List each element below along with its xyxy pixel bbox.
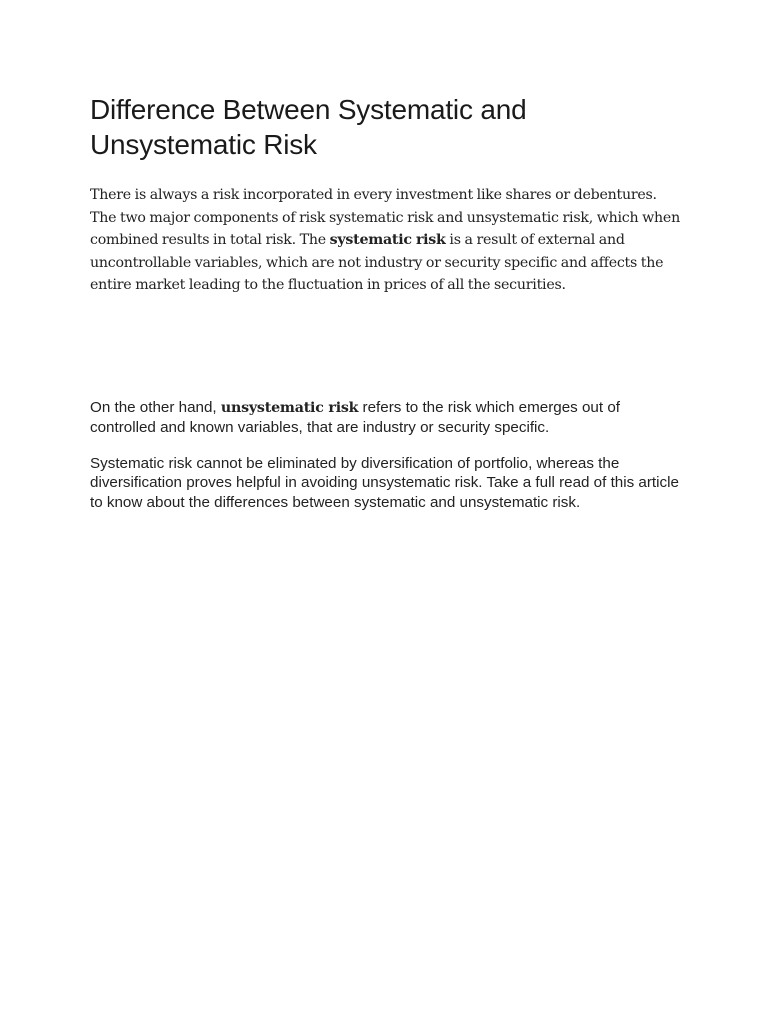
second-text-before: On the other hand, bbox=[90, 398, 221, 416]
diversification-paragraph: Systematic risk cannot be eliminated by diversification of portfolio, whereas the diversification proves helpful in avoiding unsystematic risk. Take a full read of this article to know about the differences between systematic and unsystematic risk. bbox=[90, 454, 679, 511]
intro-text-before: There is always a risk incorporated in every investment like shares or debentures. The two major components of risk systematic risk and unsystematic risk, which when combined results in total risk. The bbox=[90, 187, 680, 248]
article bbox=[90, 92, 680, 512]
intro-paragraph bbox=[90, 184, 680, 297]
systematic-risk-term: systematic risk bbox=[329, 232, 446, 248]
unsystematic-risk-term: unsystematic risk bbox=[220, 399, 359, 416]
article-title: Difference Between Systematic and Unsystematic Risk bbox=[90, 94, 527, 160]
intro-text-after: is a result of external and uncontrollable variables, which are not industry or security specific and affects the entire market leading to the fluctuation in prices of all the securities. bbox=[90, 232, 664, 293]
second-text-after: refers to the risk which emerges out of controlled and known variables, that are industry or security specific. bbox=[90, 398, 620, 436]
unsystematic-paragraph bbox=[90, 398, 680, 438]
